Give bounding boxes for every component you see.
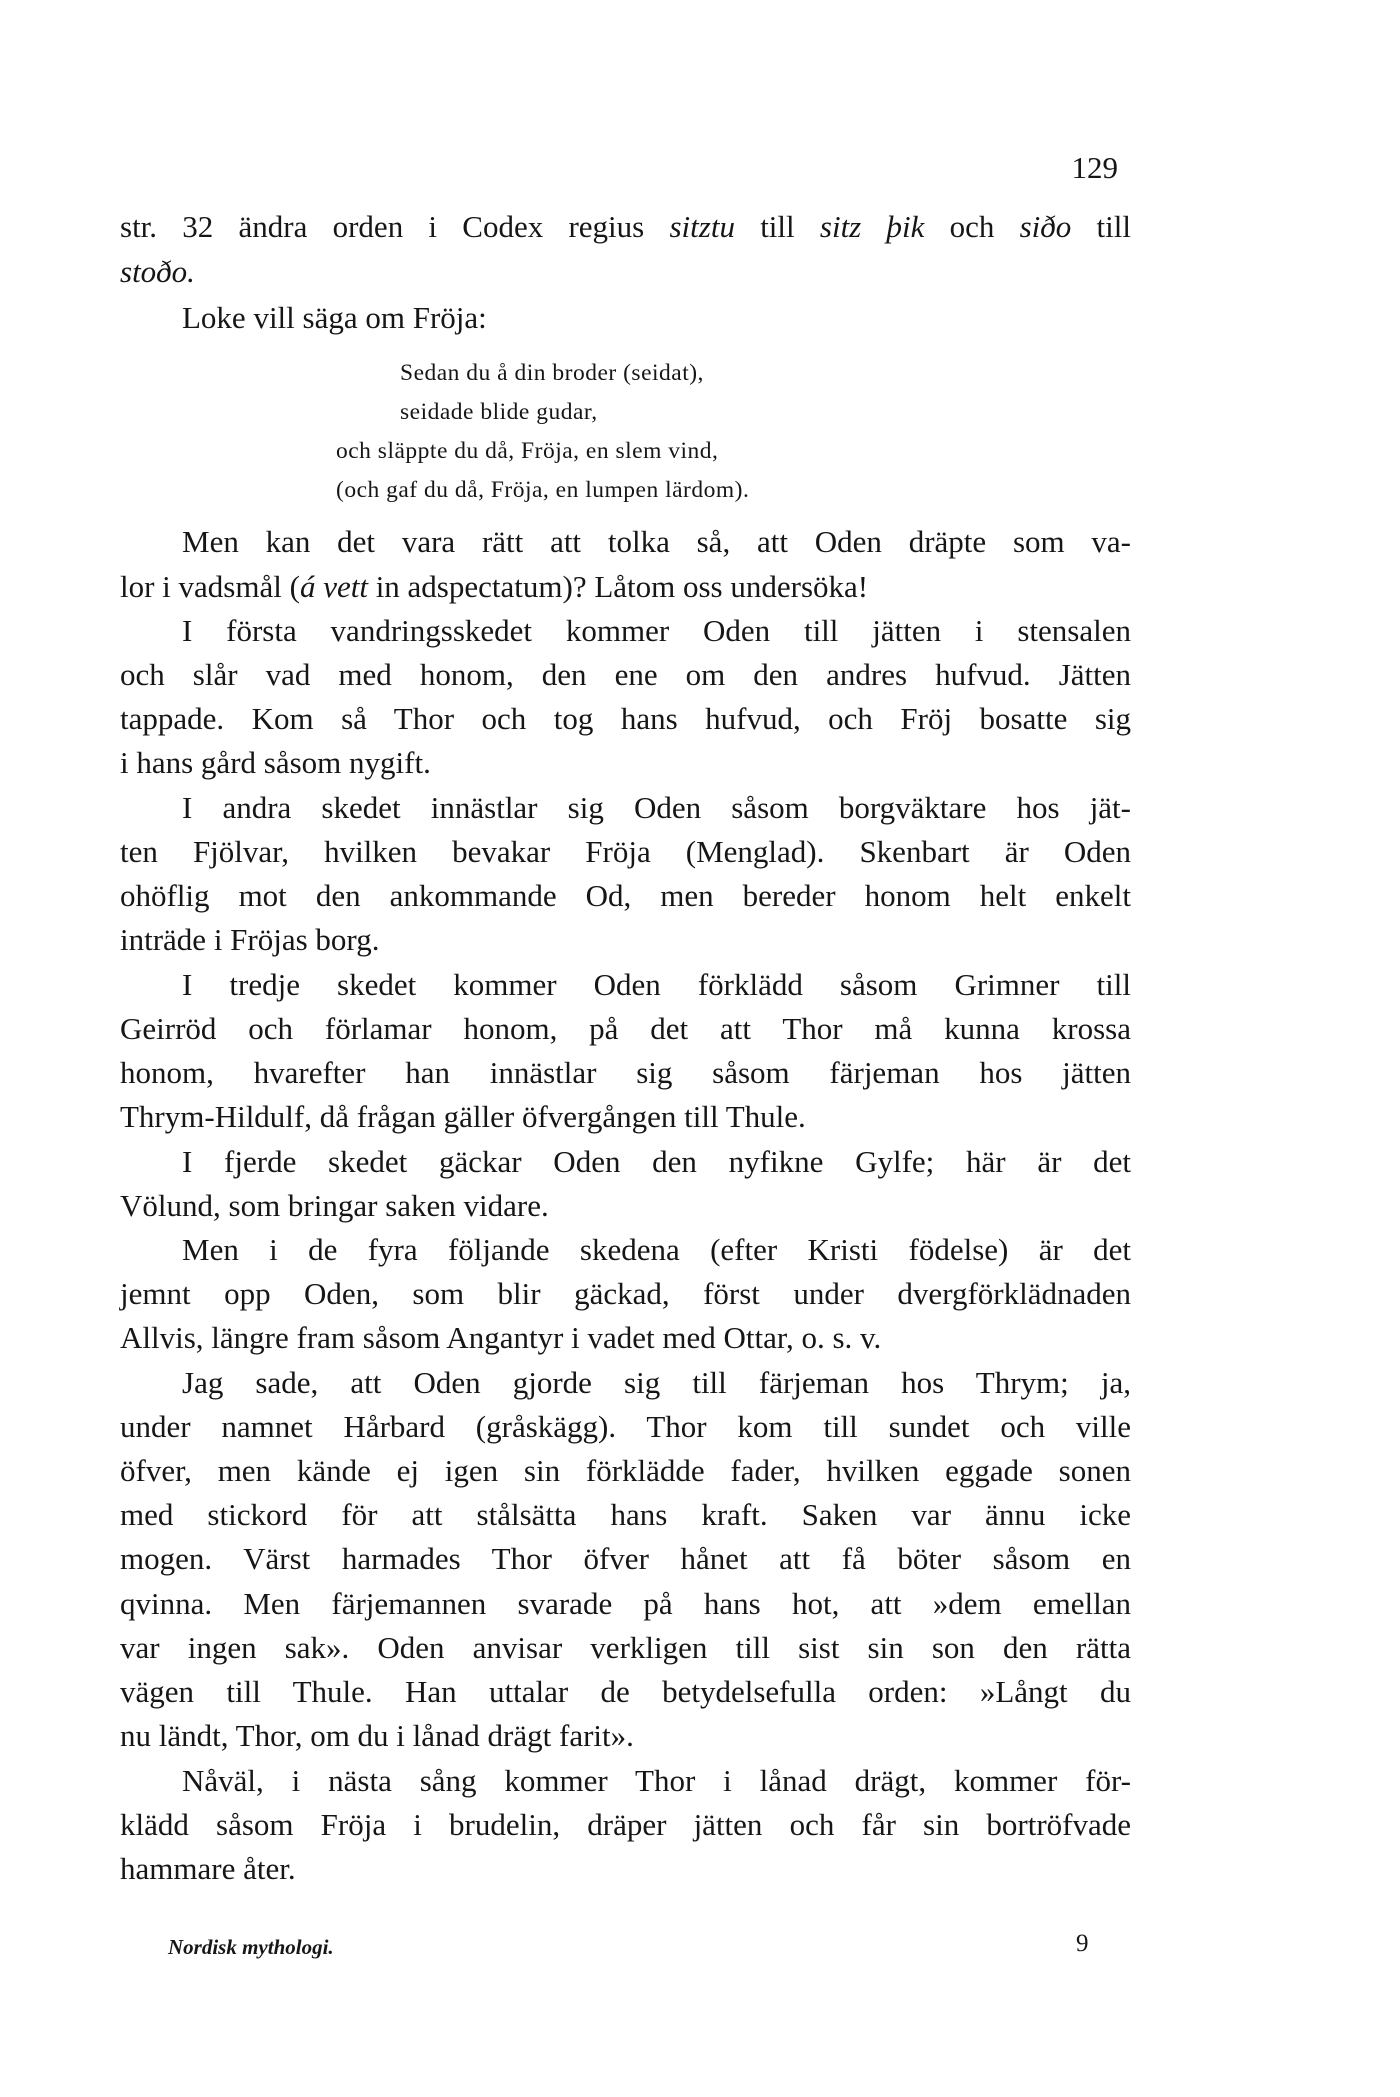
text-line: Geirröd och förlamar honom, på det att Thor må kunna krossa <box>120 1011 1131 1046</box>
text-line: ohöflig mot den ankommande Od, men bereder honom helt enkelt <box>120 878 1131 913</box>
text-line: Jag sade, att Oden gjorde sig till färjeman hos Thrym; ja, <box>182 1365 1131 1400</box>
text-line: nu ländt, Thor, om du i lånad drägt farit». <box>120 1718 634 1753</box>
text-line: Thrym-Hildulf, då frågan gäller öfvergången till Thule. <box>120 1099 806 1134</box>
text-line: Allvis, längre fram såsom Angantyr i vadet med Ottar, o. s. v. <box>120 1320 882 1355</box>
text-line: vägen till Thule. Han uttalar de betydelsefulla orden: »Långt du <box>120 1674 1131 1709</box>
text-line: under namnet Hårbard (gråskägg). Thor kom till sundet och ville <box>120 1409 1131 1444</box>
text-line: Loke vill säga om Fröja: <box>182 300 487 335</box>
text-line: klädd såsom Fröja i brudelin, dräper jätten och får sin bortröfvade <box>120 1807 1131 1842</box>
text-line: öfver, men kände ej igen sin förklädde fader, hvilken eggade sonen <box>120 1453 1131 1488</box>
text-line: I fjerde skedet gäckar Oden den nyfikne Gylfe; här är det <box>182 1144 1131 1179</box>
text-line: lor i vadsmål (á vett in adspectatum)? Låtom oss undersöka! <box>120 569 869 604</box>
text-line: mogen. Värst harmades Thor öfver hånet att få böter såsom en <box>120 1541 1131 1576</box>
text-line: stoðo. <box>120 254 195 289</box>
text-line: var ingen sak». Oden anvisar verkligen till sist sin son den rätta <box>120 1630 1131 1665</box>
text-line: I första vandringsskedet kommer Oden till jätten i stensalen <box>182 613 1131 648</box>
text-line: str. 32 ändra orden i Codex regius sitztu till sitz þik och siðo till <box>120 209 1131 244</box>
text-line: qvinna. Men färjemannen svarade på hans hot, att »dem emellan <box>120 1586 1131 1621</box>
text-line: I tredje skedet kommer Oden förklädd såsom Grimner till <box>182 967 1131 1002</box>
text-line: ten Fjölvar, hvilken bevakar Fröja (Menglad). Skenbart är Oden <box>120 834 1131 869</box>
text-line: i hans gård såsom nygift. <box>120 745 431 780</box>
text-line: hammare åter. <box>120 1851 296 1886</box>
text-line: honom, hvarefter han innästlar sig såsom färjeman hos jätten <box>120 1055 1131 1090</box>
text-line: I andra skedet innästlar sig Oden såsom borgväktare hos jät- <box>182 790 1131 825</box>
signature-mark: Nordisk mythologi. <box>168 1935 334 1959</box>
text-line: Völund, som bringar saken vidare. <box>120 1188 549 1223</box>
sheet-number: 9 <box>1076 1930 1089 1957</box>
verse-line: Sedan du å din broder (seidat), <box>400 360 704 386</box>
verse-line: och släppte du då, Fröja, en slem vind, <box>336 438 719 464</box>
text-line: och slår vad med honom, den ene om den andres hufvud. Jätten <box>120 657 1131 692</box>
text-line: Men kan det vara rätt att tolka så, att Oden dräpte som va- <box>182 524 1131 559</box>
verse-line: seidade blide gudar, <box>400 399 598 425</box>
text-line: jemnt opp Oden, som blir gäckad, först under dvergförklädnaden <box>120 1276 1131 1311</box>
text-line: Nåväl, i nästa sång kommer Thor i lånad drägt, kommer för- <box>182 1763 1131 1798</box>
page-number: 129 <box>1071 150 1118 185</box>
text-line: Men i de fyra följande skedena (efter Kristi födelse) är det <box>182 1232 1131 1267</box>
text-line: med stickord för att stålsätta hans kraft. Saken var ännu icke <box>120 1497 1131 1532</box>
text-line: inträde i Fröjas borg. <box>120 922 380 957</box>
verse-line: (och gaf du då, Fröja, en lumpen lärdom). <box>336 477 750 503</box>
text-line: tappade. Kom så Thor och tog hans hufvud, och Fröj bosatte sig <box>120 701 1131 736</box>
